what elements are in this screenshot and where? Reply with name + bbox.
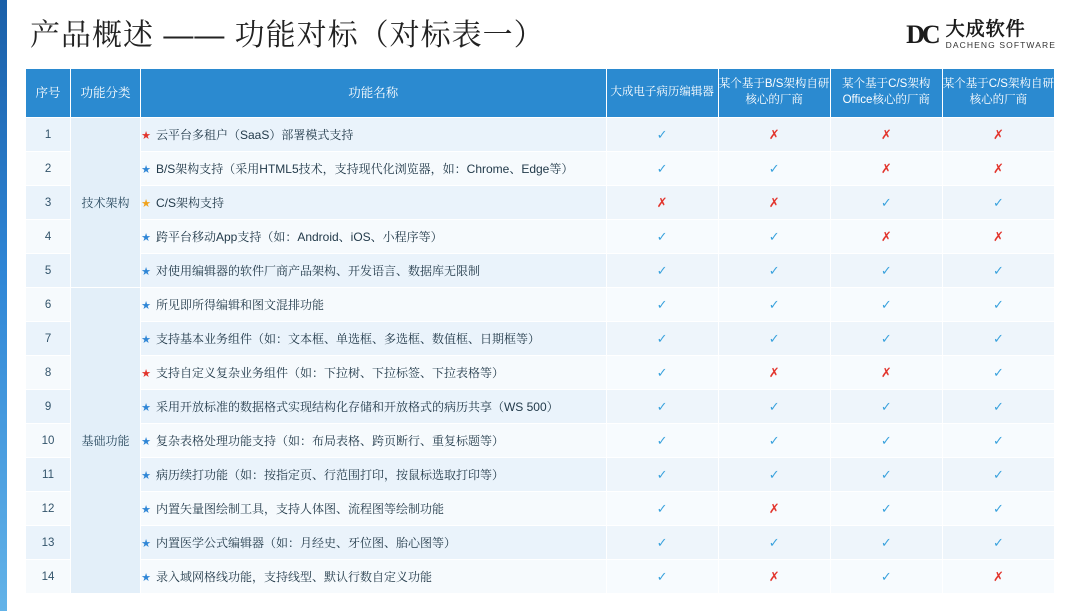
cell-sequence: 7 [26, 322, 71, 356]
star-icon: ★ [141, 436, 151, 448]
check-icon: ✓ [992, 466, 1004, 482]
check-icon: ✓ [768, 262, 780, 278]
company-logo [906, 20, 1056, 50]
cell-support-vendor-2 [718, 390, 830, 424]
check-icon: ✓ [656, 262, 668, 278]
logo-name-cn: 大成软件 [945, 19, 1026, 40]
cell-support-vendor-2 [718, 322, 830, 356]
cell-support-vendor-3 [830, 254, 942, 288]
logo-name-en: DACHENG SOFTWARE [945, 39, 1056, 50]
cell-support-vendor-2 [718, 526, 830, 560]
table-row [26, 288, 1055, 322]
cell-feature-name: ★ 对使用编辑器的软件厂商产品架构、开发语言、数据库无限制 [141, 254, 606, 288]
cell-support-vendor-4 [942, 492, 1054, 526]
cell-feature-name: ★ 复杂表格处理功能支持（如：布局表格、跨页断行、重复标题等） [141, 424, 606, 458]
cell-sequence: 2 [26, 152, 71, 186]
cell-support-vendor-4 [942, 458, 1054, 492]
check-icon: ✓ [656, 126, 668, 142]
check-icon: ✓ [656, 160, 668, 176]
cell-sequence: 14 [26, 560, 71, 594]
cell-support-vendor-2 [718, 288, 830, 322]
cell-support-vendor-3 [830, 288, 942, 322]
check-icon: ✓ [880, 296, 892, 312]
table-row [26, 526, 1055, 560]
cell-sequence: 12 [26, 492, 71, 526]
check-icon: ✓ [656, 432, 668, 448]
check-icon: ✓ [992, 194, 1004, 210]
cell-support-vendor-1 [606, 492, 718, 526]
cell-support-vendor-4 [942, 322, 1054, 356]
cell-feature-name: ★ B/S架构支持（采用HTML5技术，支持现代化浏览器，如：Chrome、Edge等） [141, 152, 606, 186]
cell-support-vendor-3 [830, 390, 942, 424]
column-header-vendor-4: 某个基于C/S架构自研核心的厂商 [942, 69, 1054, 118]
star-icon: ★ [141, 334, 151, 346]
check-icon: ✓ [656, 228, 668, 244]
cell-support-vendor-1 [606, 322, 718, 356]
cell-support-vendor-3 [830, 152, 942, 186]
cell-support-vendor-3 [830, 118, 942, 152]
check-icon: ✓ [880, 432, 892, 448]
check-icon: ✓ [656, 296, 668, 312]
star-icon: ★ [141, 470, 151, 482]
cell-support-vendor-2 [718, 254, 830, 288]
cell-support-vendor-3 [830, 322, 942, 356]
cell-feature-name: ★ C/S架构支持 [141, 186, 606, 220]
cell-support-vendor-3 [830, 560, 942, 594]
cell-sequence: 11 [26, 458, 71, 492]
cell-feature-name: ★ 内置医学公式编辑器（如：月经史、牙位图、胎心图等） [141, 526, 606, 560]
cell-support-vendor-1 [606, 186, 718, 220]
cell-support-vendor-2 [718, 220, 830, 254]
check-icon: ✓ [880, 330, 892, 346]
cell-sequence: 10 [26, 424, 71, 458]
star-icon: ★ [141, 164, 151, 176]
cell-sequence: 8 [26, 356, 71, 390]
cell-support-vendor-1 [606, 390, 718, 424]
cell-support-vendor-1 [606, 458, 718, 492]
star-icon: ★ [141, 266, 151, 278]
table-row [26, 186, 1055, 220]
column-header-category: 功能分类 [71, 69, 141, 118]
cell-support-vendor-2 [718, 118, 830, 152]
star-icon: ★ [141, 504, 151, 516]
check-icon: ✓ [656, 364, 668, 380]
check-icon: ✓ [992, 398, 1004, 414]
cell-category: 基础功能 [71, 288, 141, 594]
cross-icon: ✗ [992, 126, 1004, 142]
cell-feature-name: ★ 录入域网格线功能，支持线型、默认行数自定义功能 [141, 560, 606, 594]
star-icon: ★ [141, 130, 151, 142]
cell-sequence: 1 [26, 118, 71, 152]
cell-support-vendor-3 [830, 424, 942, 458]
cell-sequence: 5 [26, 254, 71, 288]
cross-icon: ✗ [768, 194, 780, 210]
check-icon: ✓ [992, 432, 1004, 448]
check-icon: ✓ [656, 568, 668, 584]
cell-support-vendor-4 [942, 152, 1054, 186]
cell-support-vendor-4 [942, 186, 1054, 220]
left-accent-bar [0, 0, 7, 611]
check-icon: ✓ [992, 534, 1004, 550]
cell-support-vendor-3 [830, 186, 942, 220]
check-icon: ✓ [992, 296, 1004, 312]
table-body [26, 118, 1055, 594]
cell-support-vendor-2 [718, 560, 830, 594]
cell-feature-name: ★ 支持自定义复杂业务组件（如：下拉树、下拉标签、下拉表格等） [141, 356, 606, 390]
table-row [26, 458, 1055, 492]
check-icon: ✓ [656, 500, 668, 516]
logo-text [946, 20, 1056, 50]
cell-support-vendor-2 [718, 152, 830, 186]
table-row [26, 560, 1055, 594]
cell-support-vendor-1 [606, 254, 718, 288]
column-header-vendor-3: 某个基于C/S架构Office核心的厂商 [830, 69, 942, 118]
cell-support-vendor-2 [718, 492, 830, 526]
cell-support-vendor-1 [606, 356, 718, 390]
cell-support-vendor-4 [942, 254, 1054, 288]
cell-support-vendor-1 [606, 118, 718, 152]
cell-support-vendor-4 [942, 220, 1054, 254]
check-icon: ✓ [768, 296, 780, 312]
cell-support-vendor-2 [718, 424, 830, 458]
cell-feature-name: ★ 病历续打功能（如：按指定页、行范围打印，按鼠标选取打印等） [141, 458, 606, 492]
check-icon: ✓ [768, 432, 780, 448]
check-icon: ✓ [992, 330, 1004, 346]
table-row [26, 356, 1055, 390]
table-row [26, 152, 1055, 186]
cell-support-vendor-4 [942, 526, 1054, 560]
cross-icon: ✗ [992, 568, 1004, 584]
star-icon: ★ [141, 402, 151, 414]
cell-support-vendor-4 [942, 390, 1054, 424]
check-icon: ✓ [880, 398, 892, 414]
check-icon: ✓ [768, 330, 780, 346]
cell-support-vendor-3 [830, 356, 942, 390]
check-icon: ✓ [880, 194, 892, 210]
check-icon: ✓ [656, 534, 668, 550]
table-row [26, 118, 1055, 152]
column-header-vendor-2: 某个基于B/S架构自研核心的厂商 [718, 69, 830, 118]
slide-header [0, 0, 1080, 68]
cell-support-vendor-4 [942, 424, 1054, 458]
cross-icon: ✗ [880, 160, 892, 176]
cell-feature-name: ★ 跨平台移动App支持（如：Android、iOS、小程序等） [141, 220, 606, 254]
cross-icon: ✗ [880, 364, 892, 380]
cell-support-vendor-4 [942, 356, 1054, 390]
cell-sequence: 9 [26, 390, 71, 424]
comparison-table [25, 68, 1055, 594]
cell-support-vendor-1 [606, 220, 718, 254]
table-row [26, 390, 1055, 424]
star-icon: ★ [141, 572, 151, 584]
column-header-seq: 序号 [26, 69, 71, 118]
star-icon: ★ [141, 198, 151, 210]
cell-support-vendor-1 [606, 424, 718, 458]
cross-icon: ✗ [992, 160, 1004, 176]
cross-icon: ✗ [768, 126, 780, 142]
cell-support-vendor-1 [606, 560, 718, 594]
cross-icon: ✗ [768, 364, 780, 380]
check-icon: ✓ [768, 228, 780, 244]
check-icon: ✓ [992, 500, 1004, 516]
cell-support-vendor-1 [606, 526, 718, 560]
cell-feature-name: ★ 云平台多租户（SaaS）部署模式支持 [141, 118, 606, 152]
check-icon: ✓ [880, 500, 892, 516]
star-icon: ★ [141, 368, 151, 380]
cell-sequence: 4 [26, 220, 71, 254]
cell-support-vendor-2 [718, 356, 830, 390]
cross-icon: ✗ [768, 500, 780, 516]
check-icon: ✓ [656, 466, 668, 482]
cell-support-vendor-3 [830, 492, 942, 526]
cell-category: 技术架构 [71, 118, 141, 288]
cell-support-vendor-4 [942, 118, 1054, 152]
cell-support-vendor-3 [830, 458, 942, 492]
cell-support-vendor-2 [718, 458, 830, 492]
star-icon: ★ [141, 300, 151, 312]
check-icon: ✓ [992, 364, 1004, 380]
column-header-vendor-1: 大成电子病历编辑器 [606, 69, 718, 118]
table-row [26, 254, 1055, 288]
cell-support-vendor-1 [606, 288, 718, 322]
logo-mark-icon: DC [906, 20, 938, 50]
check-icon: ✓ [880, 534, 892, 550]
star-icon: ★ [141, 538, 151, 550]
cell-support-vendor-2 [718, 186, 830, 220]
table-row [26, 424, 1055, 458]
column-header-feature: 功能名称 [141, 69, 606, 118]
cell-feature-name: ★ 采用开放标准的数据格式实现结构化存储和开放格式的病历共享（WS 500） [141, 390, 606, 424]
star-icon: ★ [141, 232, 151, 244]
check-icon: ✓ [768, 466, 780, 482]
cell-support-vendor-3 [830, 220, 942, 254]
check-icon: ✓ [880, 466, 892, 482]
cross-icon: ✗ [992, 228, 1004, 244]
cross-icon: ✗ [880, 126, 892, 142]
table-header-row [26, 69, 1055, 118]
cell-support-vendor-4 [942, 288, 1054, 322]
check-icon: ✓ [768, 398, 780, 414]
cross-icon: ✗ [768, 568, 780, 584]
check-icon: ✓ [768, 160, 780, 176]
check-icon: ✓ [880, 262, 892, 278]
cell-sequence: 13 [26, 526, 71, 560]
page-title: 产品概述 —— 功能对标（对标表一） [30, 19, 545, 52]
check-icon: ✓ [656, 330, 668, 346]
table-row [26, 220, 1055, 254]
cell-support-vendor-4 [942, 560, 1054, 594]
cell-support-vendor-1 [606, 152, 718, 186]
cell-sequence: 3 [26, 186, 71, 220]
check-icon: ✓ [768, 534, 780, 550]
cell-support-vendor-3 [830, 526, 942, 560]
check-icon: ✓ [992, 262, 1004, 278]
check-icon: ✓ [880, 568, 892, 584]
cell-sequence: 6 [26, 288, 71, 322]
table-row [26, 322, 1055, 356]
cross-icon: ✗ [880, 228, 892, 244]
cross-icon: ✗ [656, 194, 668, 210]
cell-feature-name: ★ 支持基本业务组件（如：文本框、单选框、多选框、数值框、日期框等） [141, 322, 606, 356]
check-icon: ✓ [656, 398, 668, 414]
table-row [26, 492, 1055, 526]
cell-feature-name: ★ 内置矢量图绘制工具，支持人体图、流程图等绘制功能 [141, 492, 606, 526]
cell-feature-name: ★ 所见即所得编辑和图文混排功能 [141, 288, 606, 322]
